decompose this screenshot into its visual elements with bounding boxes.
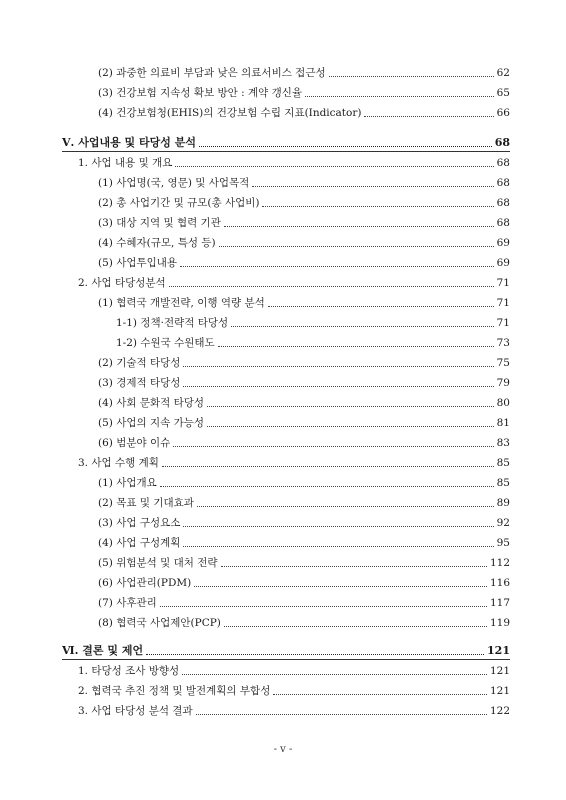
dot-leader	[262, 206, 493, 207]
toc-entry-page-number: 68	[496, 177, 510, 189]
toc-entry-page-number: 119	[489, 617, 510, 629]
toc-entry-page-number: 71	[496, 297, 510, 309]
toc-entry-page-number: 95	[496, 537, 510, 549]
toc-entry-page-number: 85	[496, 457, 510, 469]
dot-leader	[268, 306, 494, 307]
toc-entry[interactable]	[98, 594, 510, 610]
toc-chapter-entry[interactable]	[62, 134, 510, 150]
dot-leader	[219, 246, 494, 247]
toc-entry-page-number: 66	[496, 107, 510, 119]
toc-entry[interactable]	[98, 84, 510, 100]
dot-leader	[183, 526, 493, 527]
toc-entry[interactable]	[98, 294, 510, 310]
dot-leader	[183, 386, 493, 387]
dot-leader	[183, 546, 493, 547]
toc-entry-label: (1) 협력국 개발전략, 이행 역량 분석	[98, 297, 265, 309]
toc-entry-label: (8) 협력국 사업제안(PCP)	[98, 617, 221, 629]
toc-entry[interactable]	[116, 314, 510, 330]
toc-entry-page-number: 71	[496, 277, 510, 289]
toc-entry-label: 1-1) 정책·전략적 타당성	[116, 317, 229, 329]
toc-entry[interactable]	[98, 494, 510, 510]
toc-entry[interactable]	[98, 414, 510, 430]
toc-entry-label: (2) 기술적 타당성	[98, 357, 181, 369]
toc-entry-page-number: 71	[496, 317, 510, 329]
toc-entry[interactable]	[98, 354, 510, 370]
toc-entry[interactable]	[98, 574, 510, 590]
toc-entry-page-number: 65	[496, 87, 510, 99]
chapter-divider	[62, 151, 510, 152]
toc-entry-label: 1. 타당성 조사 방향성	[78, 665, 180, 677]
dot-leader	[146, 654, 484, 655]
dot-leader	[252, 186, 493, 187]
toc-entry-label: 3. 사업 타당성 분석 결과	[78, 705, 193, 717]
toc-entry[interactable]	[78, 702, 510, 718]
toc-entry-page-number: 83	[496, 437, 510, 449]
toc-entry-page-number: 81	[496, 417, 510, 429]
dot-leader	[273, 694, 487, 695]
toc-entry-label: (4) 수혜자(규모, 특성 등)	[98, 237, 216, 249]
toc-entry-label: (5) 위험분석 및 대처 전략	[98, 557, 218, 569]
dot-leader	[160, 486, 494, 487]
toc-entry-page-number: 121	[489, 665, 510, 677]
dot-leader	[224, 226, 494, 227]
dot-leader	[196, 714, 487, 715]
toc-entry[interactable]	[98, 64, 510, 80]
toc-entry[interactable]	[116, 334, 510, 350]
dot-leader	[207, 406, 494, 407]
toc-entry-page-number: 79	[496, 377, 510, 389]
toc-entry-label: (4) 건강보험청(EHIS)의 건강보험 수립 지표(Indicator)	[98, 107, 362, 119]
page-number-footer: - v -	[273, 744, 293, 755]
dot-leader	[173, 446, 493, 447]
toc-entry-page-number: 85	[496, 477, 510, 489]
toc-entry-page-number: 75	[496, 357, 510, 369]
dot-leader	[199, 146, 492, 147]
toc-entry-page-number: 117	[489, 597, 510, 609]
dot-leader	[305, 96, 494, 97]
toc-entry-page-number: 68	[494, 136, 510, 149]
toc-entry[interactable]	[98, 104, 510, 120]
dot-leader	[169, 286, 494, 287]
toc-entry-label: (2) 목표 및 기대효과	[98, 497, 194, 509]
toc-entry[interactable]	[78, 682, 510, 698]
toc-entry-label: (6) 범분야 이슈	[98, 437, 171, 449]
toc-entry-label: (6) 사업관리(PDM)	[98, 577, 192, 589]
toc-entry[interactable]	[98, 534, 510, 550]
toc-entry-label: 2. 사업 타당성분석	[78, 277, 166, 289]
dot-leader	[231, 326, 493, 327]
toc-entry[interactable]	[78, 454, 510, 470]
toc-entry[interactable]	[98, 514, 510, 530]
toc-entry[interactable]	[78, 154, 510, 170]
toc-entry[interactable]	[98, 474, 510, 490]
dot-leader	[224, 626, 487, 627]
toc-entry[interactable]	[98, 194, 510, 210]
toc-entry[interactable]	[78, 274, 510, 290]
toc-entry-page-number: 69	[496, 237, 510, 249]
toc-entry-label: (3) 건강보험 지속성 확보 방안 : 계약 갱신율	[98, 87, 303, 99]
dot-leader	[183, 366, 493, 367]
toc-entry-page-number: 73	[496, 337, 510, 349]
toc-entry-label: 1-2) 수원국 수원태도	[116, 337, 215, 349]
dot-leader	[197, 506, 494, 507]
toc-entry[interactable]	[98, 434, 510, 450]
toc-entry-label: (7) 사후관리	[98, 597, 157, 609]
toc-entry-label: (5) 사업의 지속 가능성	[98, 417, 205, 429]
dot-leader	[175, 166, 493, 167]
toc-entry-page-number: 69	[496, 257, 510, 269]
toc-entry[interactable]	[98, 554, 510, 570]
dot-leader	[180, 266, 494, 267]
toc-entry-page-number: 112	[489, 557, 510, 569]
toc-entry[interactable]	[98, 394, 510, 410]
toc-entry-label: (2) 총 사업기간 및 규모(총 사업비)	[98, 197, 260, 209]
chapter-divider	[62, 659, 510, 660]
toc-entry[interactable]	[98, 214, 510, 230]
toc-entry[interactable]	[98, 234, 510, 250]
toc-entry-page-number: 116	[489, 577, 510, 589]
toc-chapter-entry[interactable]	[62, 642, 510, 658]
dot-leader	[160, 606, 487, 607]
toc-entry-label: (5) 사업투입내용	[98, 257, 178, 269]
dot-leader	[364, 116, 493, 117]
toc-entry-label: Ⅵ. 결론 및 제언	[62, 644, 144, 657]
toc-entry-label: (3) 사업 구성요소	[98, 517, 181, 529]
toc-entry-label: (4) 사회 문화적 타당성	[98, 397, 205, 409]
toc-entry-page-number: 121	[489, 685, 510, 697]
toc-entry-page-number: 68	[496, 157, 510, 169]
toc-entry-label: 3. 사업 수행 계획	[78, 457, 159, 469]
dot-leader	[207, 426, 494, 427]
toc-entry-label: (3) 경제적 타당성	[98, 377, 181, 389]
dot-leader	[182, 674, 487, 675]
toc-entry-page-number: 68	[496, 197, 510, 209]
toc-entry-label: 1. 사업 내용 및 개요	[78, 157, 173, 169]
toc-entry[interactable]	[98, 614, 510, 630]
toc-entry-label: 2. 협력국 추진 정책 및 발전계획의 부합성	[78, 685, 271, 697]
toc-entry-page-number: 121	[487, 644, 510, 657]
toc-entry-label: (4) 사업 구성계획	[98, 537, 181, 549]
toc-entry[interactable]	[98, 374, 510, 390]
toc-entry-page-number: 68	[496, 217, 510, 229]
toc-entry-page-number: 122	[489, 705, 510, 717]
toc-entry[interactable]	[98, 174, 510, 190]
toc-entry-page-number: 80	[496, 397, 510, 409]
dot-leader	[162, 466, 494, 467]
toc-entry-page-number: 92	[496, 517, 510, 529]
toc-entry-page-number: 62	[496, 67, 510, 79]
toc-entry-label: (1) 사업개요	[98, 477, 157, 489]
toc-entry[interactable]	[98, 254, 510, 270]
dot-leader	[329, 76, 494, 77]
dot-leader	[218, 346, 494, 347]
toc-entry-label: Ⅴ. 사업내용 및 타당성 분석	[62, 136, 196, 149]
toc-entry-label: (3) 대상 지역 및 협력 기관	[98, 217, 221, 229]
toc-entry[interactable]	[78, 662, 510, 678]
toc-entry-page-number: 89	[496, 497, 510, 509]
dot-leader	[221, 566, 487, 567]
dot-leader	[194, 586, 487, 587]
toc-entry-label: (2) 과중한 의료비 부담과 낮은 의료서비스 접근성	[98, 67, 326, 79]
toc-entry-label: (1) 사업명(국, 영문) 및 사업목적	[98, 177, 250, 189]
